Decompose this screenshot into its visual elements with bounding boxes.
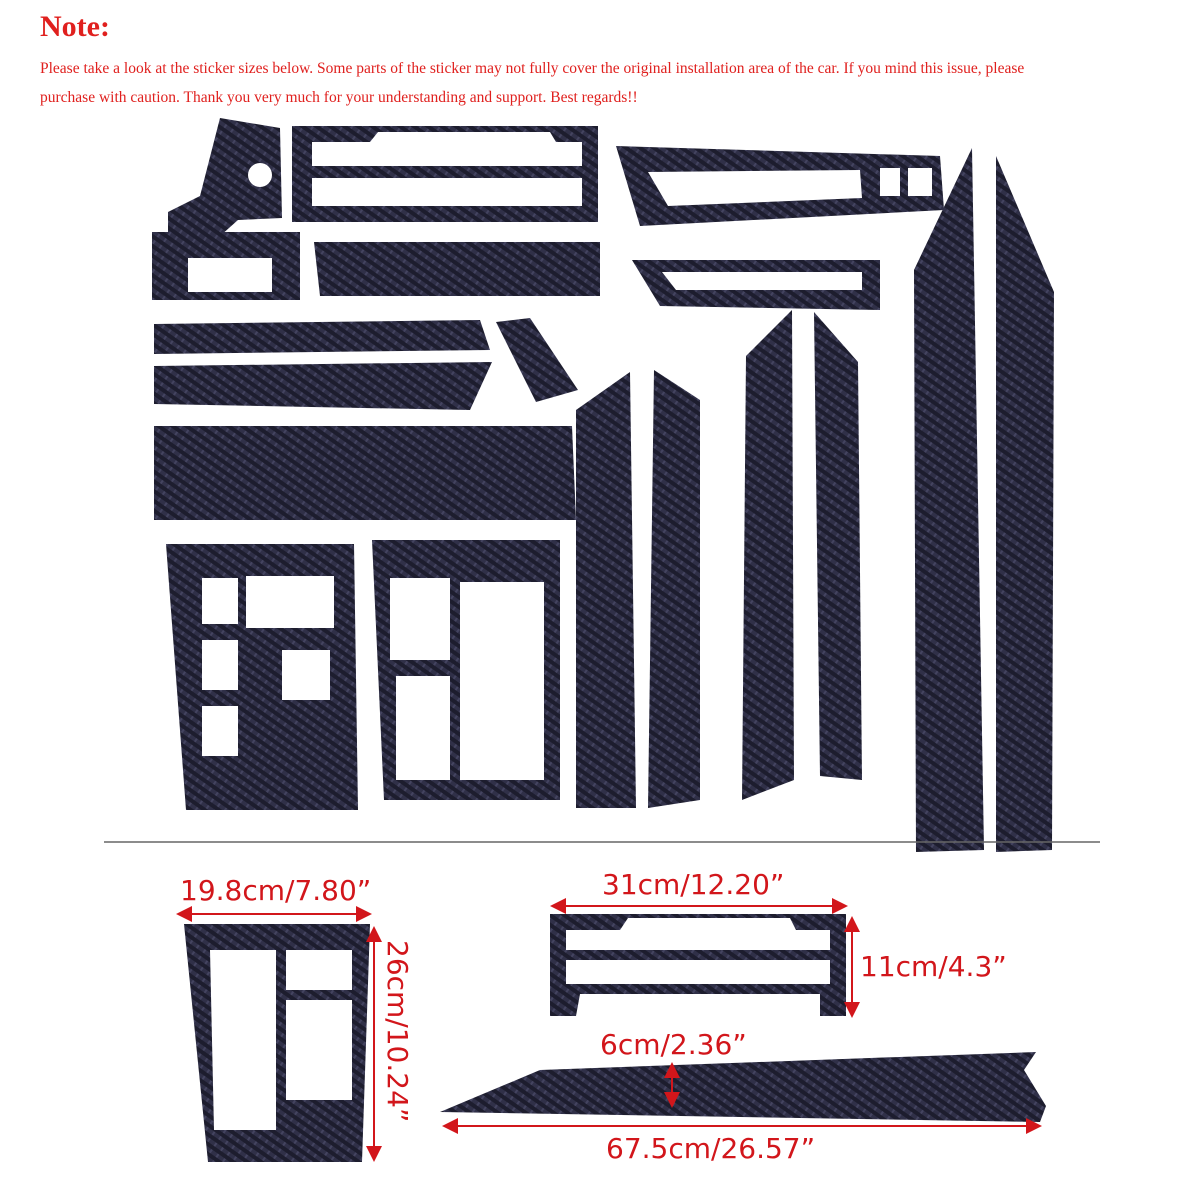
sticker-door-strip-2 (648, 370, 700, 808)
strip-height-label: 6cm/2.36” (600, 1028, 747, 1061)
sticker-thin-strip-2 (154, 362, 492, 410)
sticker-gear-panel-dim (184, 924, 370, 1162)
console-height-label: 11cm/4.3” (860, 950, 1007, 983)
sticker-door-strip-5 (914, 148, 984, 852)
sticker-wedge (496, 318, 578, 402)
sticker-door-strip-3 (742, 310, 794, 800)
sticker-corner-piece (168, 118, 282, 236)
sticker-console-strip (314, 242, 600, 296)
note-line-1: Please take a look at the sticker sizes below. Some parts of the sticker may not fully cover the original installation area of the car. If you mind this issue, please (40, 60, 1025, 77)
sticker-gear-panel-center (372, 540, 560, 800)
sticker-gear-panel-left (166, 544, 358, 810)
sticker-window-panel (616, 146, 944, 226)
sticker-door-strip-4 (814, 312, 862, 780)
sticker-button-plate (152, 232, 300, 300)
sticker-dash-strip (154, 426, 576, 520)
gear-width-label: 19.8cm/7.80” (180, 874, 372, 907)
sticker-thin-strip-1 (154, 320, 490, 354)
sticker-long-strip-dim (440, 1052, 1046, 1122)
sticker-console-frame-top (292, 126, 598, 222)
note-title: Note: (40, 10, 110, 43)
sticker-door-strip-6 (996, 156, 1054, 852)
note-line-2: purchase with caution. Thank you very much for your understanding and support. Best regards!! (40, 89, 638, 106)
console-width-label: 31cm/12.20” (602, 868, 785, 901)
sticker-console-frame-dim (550, 914, 846, 1016)
sticker-door-strip-1 (576, 372, 636, 808)
strip-length-label: 67.5cm/26.57” (606, 1132, 816, 1165)
sticker-small-strip (632, 260, 880, 310)
gear-height-label: 26cm/10.24” (381, 940, 414, 1123)
